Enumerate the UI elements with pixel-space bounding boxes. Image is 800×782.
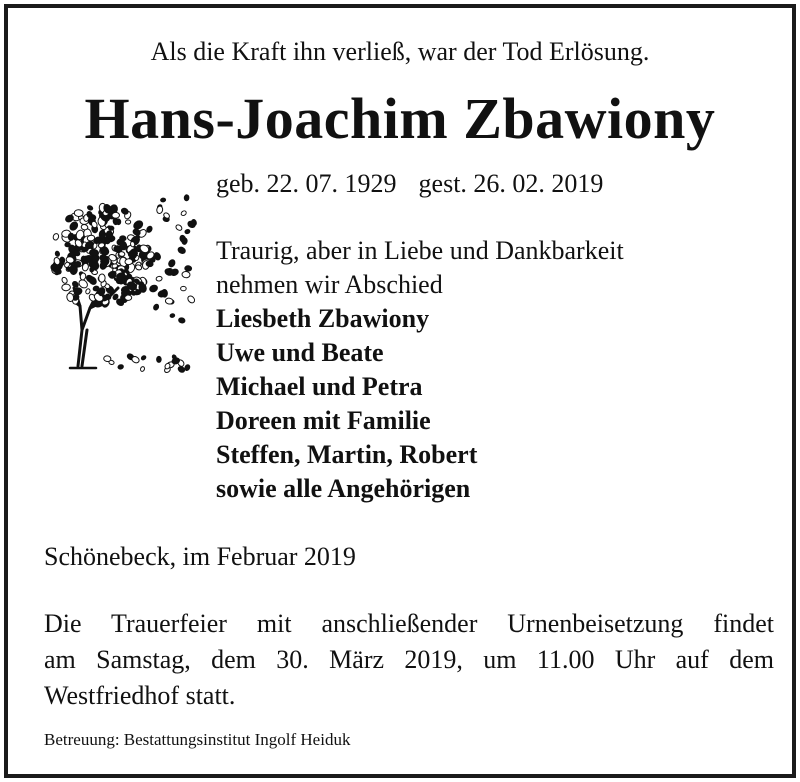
intro-text	[216, 234, 624, 302]
mourner-item: Michael und Petra	[216, 372, 423, 401]
service-line: Die Trauerfeier mit anschließender Urnenbeisetzung findet	[44, 609, 774, 638]
intro-line: Traurig, aber in Liebe und Dankbarkeit	[216, 236, 624, 265]
mourner-item: Doreen mit Familie	[216, 406, 431, 435]
mourner-item: Uwe und Beate	[216, 338, 384, 367]
mourner-item: sowie alle Angehörigen	[216, 474, 471, 503]
motto: Als die Kraft ihn verließ, war der Tod Erlösung.	[150, 37, 650, 66]
mourner-item: Liesbeth Zbawiony	[216, 304, 430, 333]
birth-date: geb. 22. 07. 1929	[216, 169, 397, 198]
windblown-tree-icon	[40, 180, 200, 376]
mourners-list	[216, 302, 477, 506]
service-line: Westfriedhof statt.	[44, 681, 236, 710]
mourner-item: Steffen, Martin, Robert	[216, 440, 478, 469]
service-line: am Samstag, dem 30. März 2019, um 11.00 Uhr auf dem	[44, 645, 774, 674]
deceased-name: Hans-Joachim Zbawiony	[84, 86, 716, 151]
funeral-home-credit: Betreuung: Bestattungsinstitut Ingolf Heiduk	[44, 730, 351, 749]
life-dates	[216, 167, 603, 201]
place-and-date: Schönebeck, im Februar 2019	[44, 542, 356, 571]
obituary-notice	[4, 4, 796, 778]
death-date: gest. 26. 02. 2019	[418, 169, 604, 198]
intro-line: nehmen wir Abschied	[216, 270, 443, 299]
funeral-service-info	[44, 606, 774, 714]
